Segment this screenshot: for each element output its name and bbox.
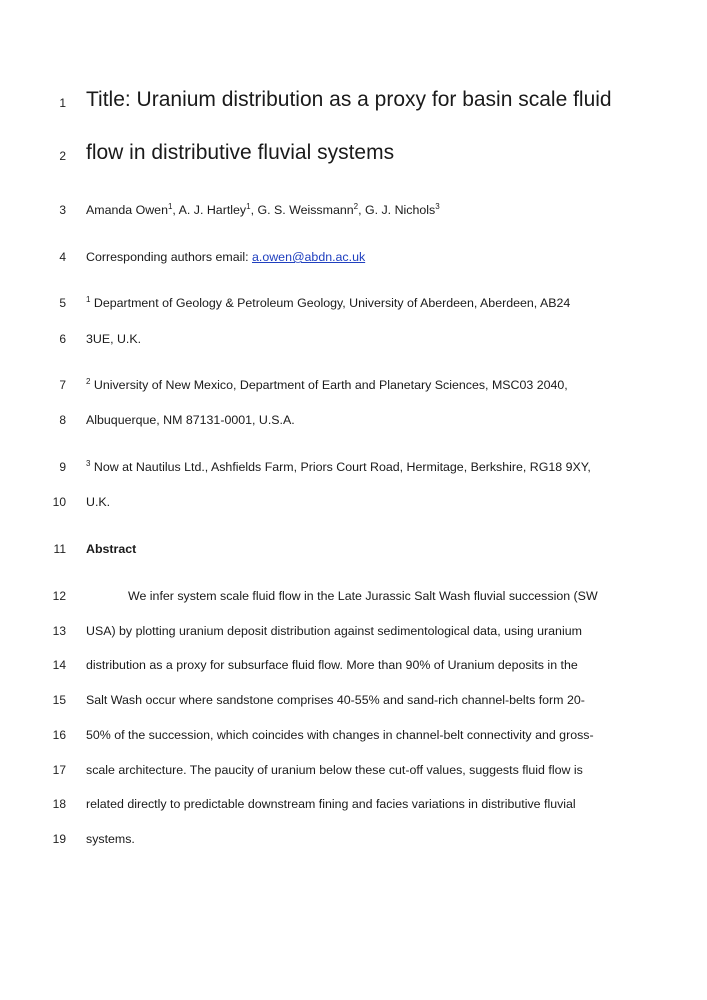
affiliation-marker: 3	[86, 458, 91, 468]
abstract-text: scale architecture. The paucity of uranium below these cut-off values, suggests fluid flow is	[86, 763, 583, 777]
abstract-text: Salt Wash occur where sandstone comprises 40-55% and sand-rich channel-belts form 20-	[86, 693, 585, 707]
abstract-text: systems.	[86, 832, 135, 846]
line-number: 18	[52, 797, 66, 811]
affiliation-2: $^2$ University of New Mexico, Department of Earth and Planetary Sciences, MSC03 2040,	[86, 376, 568, 392]
line-number: 6	[59, 332, 66, 346]
affiliation-marker: 1	[167, 201, 173, 211]
line-number: 2	[59, 149, 66, 163]
author-name: , G. J. Nichols	[358, 203, 436, 217]
abstract-text: related directly to predictable downstream fining and facies variations in distributive fluvial	[86, 797, 576, 811]
line-number: 19	[52, 832, 66, 846]
line-number: 4	[59, 250, 66, 264]
author-name: , A. J. Hartley	[172, 203, 247, 217]
affiliation-1-continued: 3UE, U.K.	[86, 332, 142, 346]
line-number: 14	[52, 658, 66, 672]
line-number: 15	[52, 693, 66, 707]
abstract-text: USA) by plotting uranium deposit distribution against sedimentological data, using uranium	[86, 624, 582, 638]
line-number: 13	[52, 624, 66, 638]
affiliation-marker: 3	[435, 201, 440, 211]
author-name: , G. S. Weissmann	[250, 203, 354, 217]
affiliation-marker: 1	[86, 294, 91, 304]
abstract-heading: Abstract	[86, 542, 137, 556]
line-number: 11	[53, 542, 66, 556]
line-number: 5	[59, 296, 66, 310]
abstract-text: distribution as a proxy for subsurface fluid flow. More than 90% of Uranium deposits in the	[86, 658, 578, 672]
line-number: 12	[52, 589, 66, 603]
line-number: 1	[59, 96, 66, 110]
email-label: Corresponding authors email:	[86, 250, 252, 264]
affiliation-3-continued: U.K.	[86, 495, 111, 509]
affiliation-marker: 1	[246, 201, 251, 211]
corresponding-email	[86, 250, 365, 264]
line-number: 3	[59, 203, 66, 217]
line-number: 9	[59, 460, 66, 474]
line-number: 10	[52, 495, 66, 509]
paper-title-continued: flow in distributive fluvial systems	[86, 141, 395, 164]
line-number: 8	[59, 413, 66, 427]
line-number: 16	[52, 728, 66, 742]
affiliation-marker: 2	[353, 201, 359, 211]
affiliation-marker: 2	[86, 376, 91, 386]
abstract-text: We infer system scale fluid flow in the Late Jurassic Salt Wash fluvial succession (SW	[128, 589, 598, 603]
author-list	[86, 203, 440, 217]
affiliation-3: $^3$ Now at Nautilus Ltd., Ashfields Farm, Priors Court Road, Hermitage, Berkshire, RG18 9XY,	[86, 458, 591, 474]
email-link[interactable]: a.owen@abdn.ac.uk	[252, 250, 366, 264]
paper-title: Title: Uranium distribution as a proxy for basin scale fluid	[86, 88, 612, 111]
affiliation-2-continued: Albuquerque, NM 87131-0001, U.S.A.	[86, 413, 295, 427]
abstract-text: 50% of the succession, which coincides with changes in channel-belt connectivity and gross-	[86, 728, 594, 742]
line-number: 7	[59, 378, 66, 392]
line-number: 17	[52, 763, 66, 777]
author-name: Amanda Owen	[86, 203, 168, 217]
affiliation-1: $^1$ Department of Geology & Petroleum Geology, University of Aberdeen, Aberdeen, AB24	[86, 294, 571, 310]
